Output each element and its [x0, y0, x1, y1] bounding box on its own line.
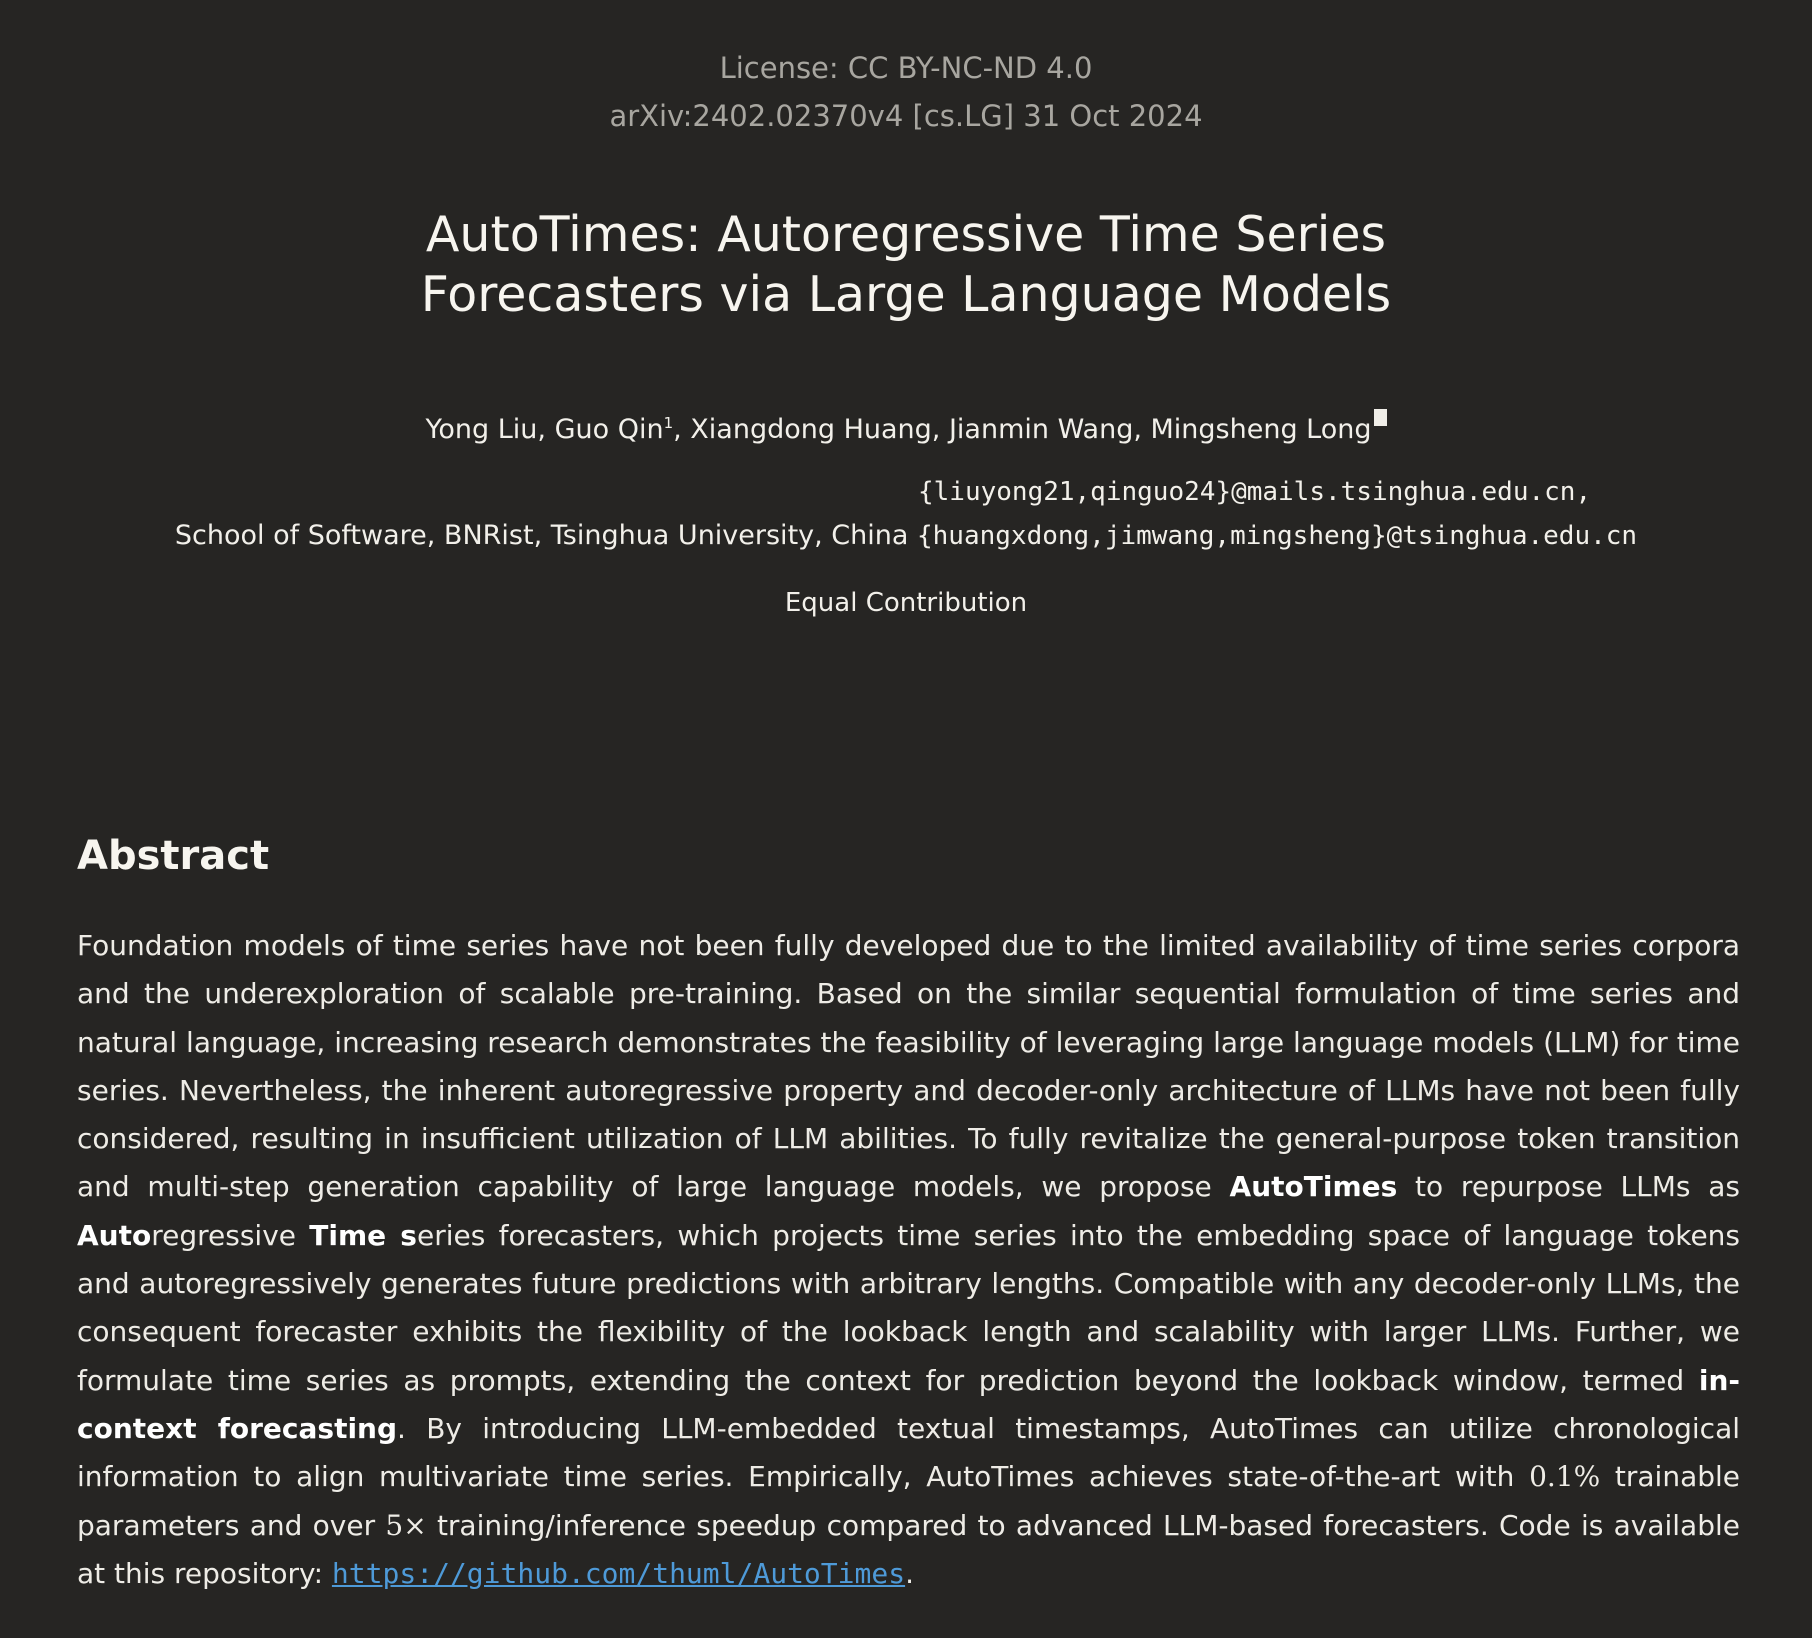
abstract-seg-6: trainable parameters and over — [77, 1460, 1741, 1542]
abstract-seg-3: regressive — [151, 1218, 310, 1252]
title-line-1: AutoTimes: Autoregressive Time Series — [425, 206, 1387, 263]
abstract-seg-7: training/inference speedup compared to advanced LLM-based forecasters. Code is available at this repository: — [77, 1508, 1740, 1590]
title-line-2: Forecasters via Large Language Models — [420, 266, 1392, 323]
paper-meta — [0, 44, 1812, 140]
repository-link[interactable]: https://github.com/thuml/AutoTimes — [331, 1556, 906, 1590]
affiliation-line — [0, 513, 1812, 559]
abstract-seg-2: to repurpose LLMs as — [1397, 1170, 1740, 1204]
abstract-text — [77, 922, 1740, 1598]
abstract-seg-4: eries forecasters, which projects time series into the embedding space of language tokens and autoregressively generates future predictions with arbitrary lengths. Compatible with any decoder-only LLMs, the consequent forecaster exhibits the flexibility of the lookback length and scalability with larger LLMs. Further, we formulate time series as prompts, extending the context for prediction beyond the lookback window, termed — [77, 1218, 1741, 1397]
email-line-1: {liuyong21,qinguo24}@mails.tsinghua.edu.cn, — [918, 477, 1592, 507]
footnote-mark-1[interactable]: 1 — [663, 414, 674, 432]
arxiv-id: arXiv:2402.02370v4 [cs.LG] 31 Oct 2024 — [609, 99, 1203, 133]
abstract-bold-time-s: Time s — [309, 1218, 417, 1252]
abstract-seg-8: . — [905, 1556, 914, 1590]
abstract-math-percent: 0.1% — [1529, 1460, 1601, 1494]
paper-title — [0, 205, 1812, 325]
authors-part-1: Yong Liu, Guo Qin — [425, 414, 664, 445]
abstract-bold-autotimes: AutoTimes — [1229, 1170, 1398, 1204]
license-text: License: CC BY-NC-ND 4.0 — [719, 51, 1093, 85]
abstract-seg-1: Foundation models of time series have not been fully developed due to the limited availability of time series corpora and the underexploration of scalable pre-training. Based on the similar sequential formulation of time series and natural language, increasing research demonstrates the feasibility of leveraging large language models (LLM) for time series. Nevertheless, the inherent autoregressive property and decoder-only architecture of LLMs have not been fully considered, resulting in insufficient utilization of LLM abilities. To fully revitalize the general-purpose token transition and multi-step generation capability of large language models, we propose — [77, 929, 1740, 1204]
corresponding-author-icon[interactable] — [1374, 409, 1387, 426]
abstract-bold-auto: Auto — [77, 1218, 152, 1252]
institution: School of Software, BNRist, Tsinghua University, China — [174, 520, 917, 551]
abstract-math-speedup: 5× — [385, 1508, 427, 1542]
abstract-bold-in-context: in-context forecasting — [77, 1363, 1740, 1445]
email-line-2: {huangxdong,jimwang,mingsheng}@tsinghua.edu.cn — [917, 521, 1638, 551]
abstract-seg-5: . By introducing LLM-embedded textual timestamps, AutoTimes can utilize chronological information to align multivariate time series. Empirically, AutoTimes achieves state-of-the-art with — [77, 1411, 1741, 1494]
equal-contribution-note: Equal Contribution — [784, 588, 1028, 618]
abstract-heading: Abstract — [77, 833, 270, 879]
authors-part-2: , Xiangdong Huang, Jianmin Wang, Mingsheng Long — [673, 414, 1372, 445]
author-list — [0, 400, 1812, 453]
